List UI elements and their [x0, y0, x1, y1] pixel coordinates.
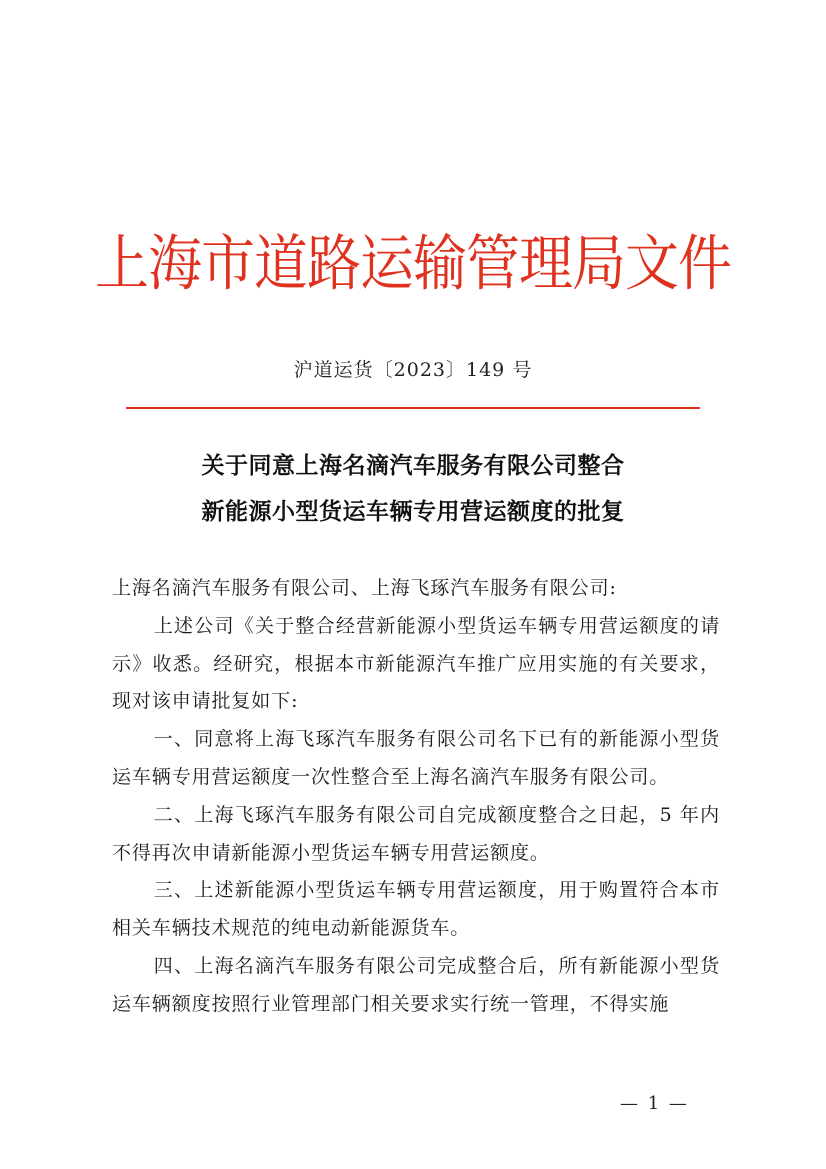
- document-title-line-1: 关于同意上海名滴汽车服务有限公司整合: [201, 453, 625, 479]
- body-paragraph-intro: 上述公司《关于整合经营新能源小型货运车辆专用营运额度的请示》收悉。经研究，根据本市新能源汽车推广应用实施的有关要求，现对该申请批复如下:: [112, 614, 720, 713]
- document-body: [112, 570, 720, 1024]
- body-paragraph-item-4: 四、上海名滴汽车服务有限公司完成整合后，所有新能源小型货运车辆额度按照行业管理部门相关要求实行统一管理，不得实施: [112, 954, 720, 1015]
- document-number: 沪道运货〔2023〕149 号: [293, 359, 533, 381]
- body-paragraph-item-1: 一、同意将上海飞琢汽车服务有限公司名下已有的新能源小型货运车辆专用营运额度一次性整合至上海名滴汽车服务有限公司。: [112, 728, 720, 788]
- document-title-line-2: 新能源小型货运车辆专用营运额度的批复: [201, 499, 625, 525]
- page-number: — 1 —: [620, 1093, 689, 1114]
- masthead-title: 上海市道路运输管理局文件: [95, 228, 731, 299]
- body-paragraph-item-2: 二、上海飞琢汽车服务有限公司自完成额度整合之日起，5 年内不得再次申请新能源小型货运车辆专用营运额度。: [112, 803, 720, 864]
- addressee: 上海名滴汽车服务有限公司、上海飞琢汽车服务有限公司:: [112, 577, 617, 599]
- body-paragraph-item-3: 三、上述新能源小型货运车辆专用营运额度，用于购置符合本市相关车辆技术规范的纯电动新能源货车。: [112, 879, 720, 940]
- red-divider-line: [126, 407, 700, 409]
